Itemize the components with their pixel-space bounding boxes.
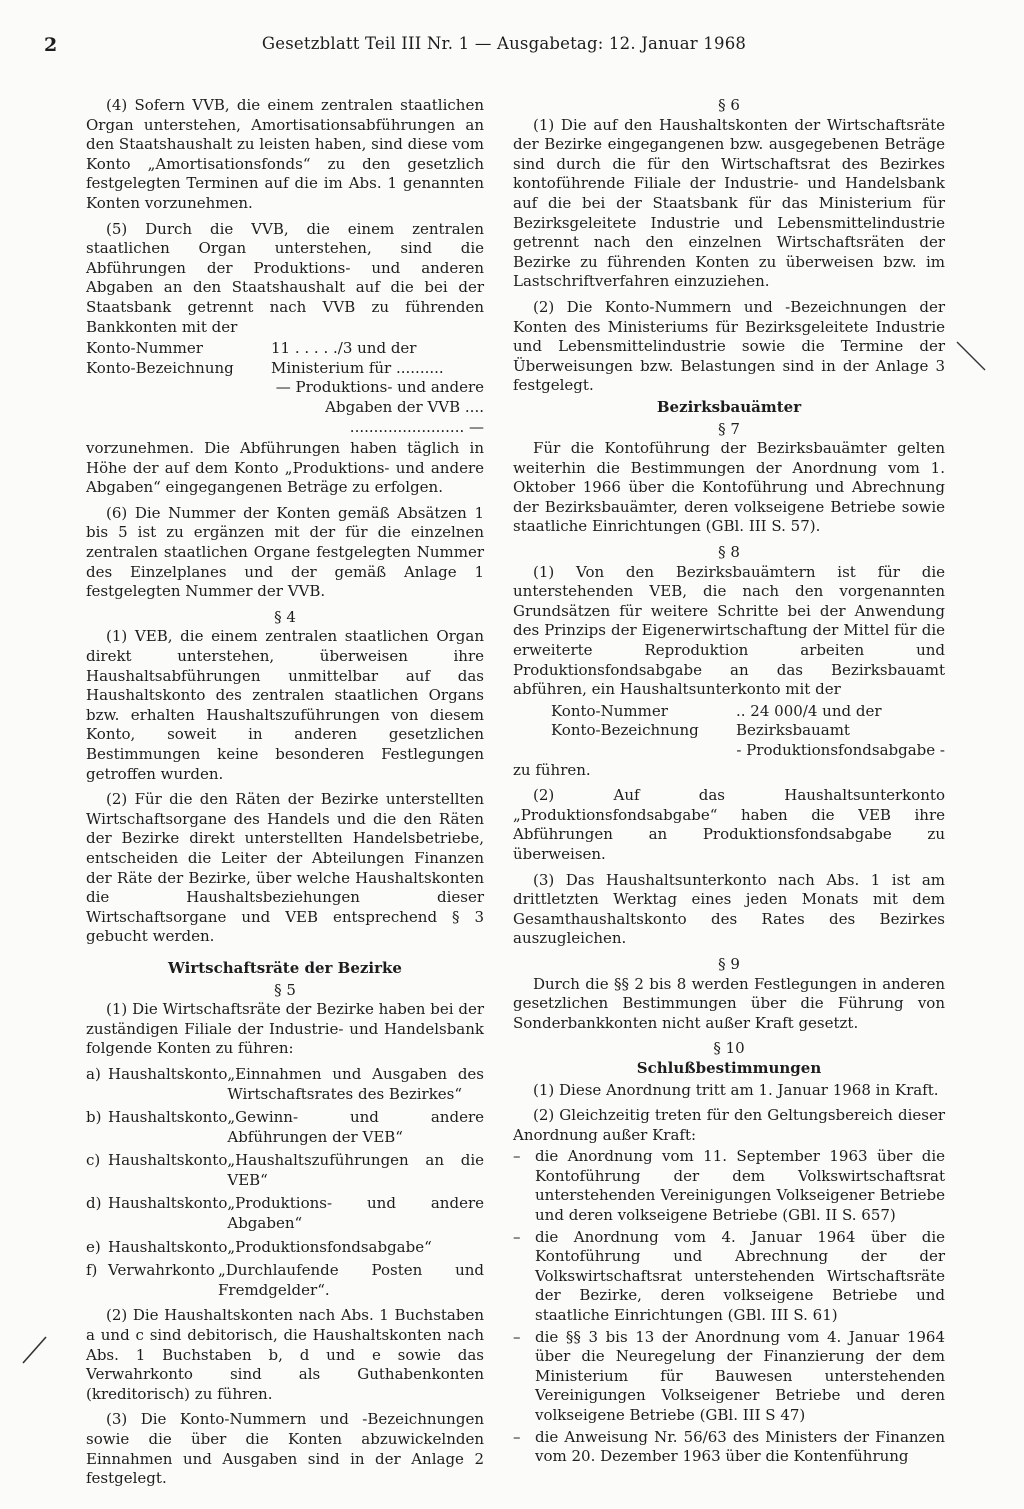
paragraph: (1) Die Wirtschaftsräte der Bezirke haben bei der zuständigen Filiale der Industrie- und Handelsbank folgende Konten zu führen: [86,1000,484,1058]
pen-mark-icon [955,340,989,374]
paragraph: (3) Die Konto-Nummern und -Bezeichnungen sowie die über die Konten abzuwickelnden Einnahmen und Ausgaben sind in der Anlage 2 festgelegt. [86,1410,484,1488]
account-name-value: Ministerium für .......... [271,358,444,377]
paragraph: vorzunehmen. Die Abführungen haben täglich in Höhe der auf dem Konto „Produktions- und andere Abgaben“ eingegangenen Beträge zu erfolgen. [86,439,484,497]
section-number: § 10 [713,1039,745,1058]
paragraph: (2) Auf das Haushaltsunterkonto „Produktionsfondsabgabe“ haben die VEB ihre Abführungen an Produktionsfondsabgabe zu überweisen. [513,786,945,863]
page-number: 2 [44,34,58,56]
paragraph: (2) Für die den Räten der Bezirke unterstellten Wirtschaftsorgane des Handels und die den Räten der Bezirke direkt unterstellten Handelsbetriebe, entscheiden die Leiter der Abteilungen Finanzen der Räte der Bezirke, über welche Haushaltskonten die Haushaltsbeziehungen dieser Wirtschaftsorgane und VEB entsprechend § 3 gebucht werden. [86,790,484,946]
list-item: c) Haushaltskonto „Haushaltszuführungen an die VEB“ [86,1151,484,1189]
account-name-line: — Produktions- und andere [275,378,484,397]
paragraph: (3) Das Haushaltsunterkonto nach Abs. 1 ist am drittletzten Werktag eines jeden Monats mit dem Gesamthaushaltskonto des Rates des Bezirkes auszugleichen. [513,870,945,948]
list-item: – die Anweisung Nr. 56/63 des Ministers der Finanzen vom 20. Dezember 1963 über die Kontenführung [513,1427,945,1466]
paragraph: (1) Von den Bezirksbauämtern ist für die unterstehenden VEB, die nach den vorgenannten Grundsätzen für weitere Schritte bei der Anwendung des Prinzips der Eigenerwirtschaftung der Mittel für die erweiterte Reproduktion arbeiten und Produktionsfondsabgabe an das Bezirksbauamt abführen, ein Haushaltsunterkonto mit der [513,562,945,699]
section-number: § 9 [718,954,740,973]
section-number: § 7 [718,419,740,438]
page-header [44,34,964,60]
paragraph: zu führen. [513,760,591,779]
account-list [86,1065,484,1301]
account-name-label: Konto-Bezeichnung [86,358,234,377]
paragraph: (2) Die Konto-Nummern und -Bezeichnungen der Konten des Ministeriums für Bezirksgeleitete Industrie und Lebensmittelindustrie sowie die Termine der Überweisungen bzw. Belastungen sind in der Anlage 3 festgelegt. [513,297,945,395]
account-name-row [86,359,484,379]
paragraph: Für die Kontoführung der Bezirksbauämter gelten weiterhin die Bestimmungen der Anordnung vom 1. Oktober 1966 über die Kontoführung und Abrechnung der Bezirksbauämter, deren volkseigene Betriebe sowie staatliche Einrichtungen (GBl. III S. 57). [513,439,945,536]
right-column [513,96,945,1469]
account-number-value: 11 . . . . ./3 und der [271,339,417,358]
list-item: – die Anordnung vom 4. Januar 1964 über die Kontoführung und Abrechnung der der Volkswirtschaftsrat unterstehenden Wirtschaftsräte der Bezirke, deren volkseigene Betriebe und staatliche Einrichtungen (GBl. III S. 61) [513,1227,945,1325]
section-number: § 6 [718,96,740,114]
dash-bullet: – [513,1147,521,1166]
account-number-label: Konto-Nummer [86,339,203,358]
section-heading: Bezirksbauämter [656,397,802,416]
account-name-row [513,721,945,741]
account-number-label: Konto-Nummer [551,701,668,720]
account-name-line: Abgaben der VVB .... [325,397,484,416]
list-item: – die §§ 3 bis 13 der Anordnung vom 4. Januar 1964 über die Neuregelung der Finanzierung der dem Ministerium für Bauwesen unterstehenden Vereinigungen Volkseigener Betriebe und deren volkseigene Betriebe (GBl. III S 47) [513,1327,945,1424]
account-name-value: Bezirksbauamt [736,721,850,740]
paragraph: (1) Die auf den Haushaltskonten der Wirtschaftsräte der Bezirke eingegangenen bzw. ausgegebenen Beträge sind durch die für den Wirtschaftsrat des Bezirkes kontoführende Filiale der Industrie- und Handelsbank auf die bei der Staatsbank für das Ministerium für Bezirksgeleitete Industrie und Lebensmittelindustrie getrennt nach den einzelnen Wirtschaftsräten der Bezirke zu führenden Konten zu überweisen bzw. im Lastschriftverfahren einzuziehen. [513,115,945,291]
paragraph: (4) Sofern VVB, die einem zentralen staatlichen Organ unterstehen, Amortisationsabführungen an den Staatshaushalt zu leisten haben, sind diese vom Konto „Amortisationsfonds“ zu den gesetzlich festgelegten Terminen auf die im Abs. 1 genannten Konten vorzunehmen. [86,96,484,212]
list-item: b) Haushaltskonto „Gewinn- und andere Abführungen der VEB“ [86,1108,484,1146]
header-title: Gesetzblatt Teil III Nr. 1 — Ausgabetag: 12. Januar 1968 [261,34,747,53]
account-name-line: ........................ — [349,417,484,436]
dash-bullet: – [513,1227,521,1246]
section-number: § 5 [274,980,296,999]
section-heading: Schlußbestimmungen [636,1058,822,1077]
paragraph: (5) Durch die VVB, die einem zentralen staatlichen Organ unterstehen, sind die Abführungen der Produktions- und anderen Abgaben an den Staatshaushalt auf die bei der Staatsbank getrennt nach VVB zu führenden Bankkonten mit der [86,219,484,336]
paragraph: (2) Die Haushaltskonten nach Abs. 1 Buchstaben a und c sind debitorisch, die Haushaltskonten nach Abs. 1 Buchstaben b, d und e sowie das Verwahrkonto sind als Guthabenkonten (kreditorisch) zu führen. [86,1306,484,1403]
dash-bullet: – [513,1327,521,1346]
account-number-value: .. 24 000/4 und der [736,701,882,720]
paragraph: (2) Gleichzeitig treten für den Geltungsbereich dieser Anordnung außer Kraft: [513,1106,945,1144]
paragraph: Durch die §§ 2 bis 8 werden Festlegungen in anderen gesetzlichen Bestimmungen über die Führung von Sonderbankkonten nicht außer Kraft gesetzt. [513,974,945,1032]
account-number-row [86,339,484,359]
section-number: § 4 [274,607,296,626]
account-name-label: Konto-Bezeichnung [551,721,699,740]
left-column [86,96,484,1495]
paragraph: (1) VEB, die einem zentralen staatlichen Organ direkt unterstehen, überweisen ihre Haushaltsabführungen unmittelbar auf das Haushaltskonto des zentralen staatlichen Organs bzw. erhalten Haushaltszuführungen von diesem Konto, soweit in anderen gesetzlichen Bestimmungen keine besonderen Festlegungen getroffen wurden. [86,627,484,783]
pen-mark-icon [20,1335,50,1365]
section-number: § 8 [718,543,740,562]
paragraph: (1) Diese Anordnung tritt am 1. Januar 1968 in Kraft. [533,1080,939,1099]
list-item: – die Anordnung vom 11. September 1963 über die Kontoführung der dem Volkswirtschaftsrat unterstehenden Vereinigungen Volkseigener Betriebe und deren volkseigene Betriebe (GBl. II S. 657) [513,1147,945,1225]
dash-bullet: – [513,1427,521,1446]
account-name-line: - Produktionsfondsabgabe - [736,741,945,759]
list-item: a) Haushaltskonto „Einnahmen und Ausgaben des Wirtschaftsrates des Bezirkes“ [86,1064,484,1103]
account-number-row [513,702,945,722]
list-item: e) Haushaltskonto „Produktionsfondsabgabe“ [86,1237,432,1256]
list-item: d) Haushaltskonto „Produktions- und andere Abgaben“ [86,1194,484,1233]
paragraph: (6) Die Nummer der Konten gemäß Absätzen 1 bis 5 ist zu ergänzen mit der für die einzelnen zentralen staatlichen Organe festgelegten Nummer des Einzelplanes und der gemäß Anlage 1 festgelegten Nummer der VVB. [86,503,484,601]
list-item: f) Verwahrkonto „Durchlaufende Posten und Fremdgelder“. [86,1261,484,1299]
section-heading: Wirtschaftsräte der Bezirke [168,958,402,977]
